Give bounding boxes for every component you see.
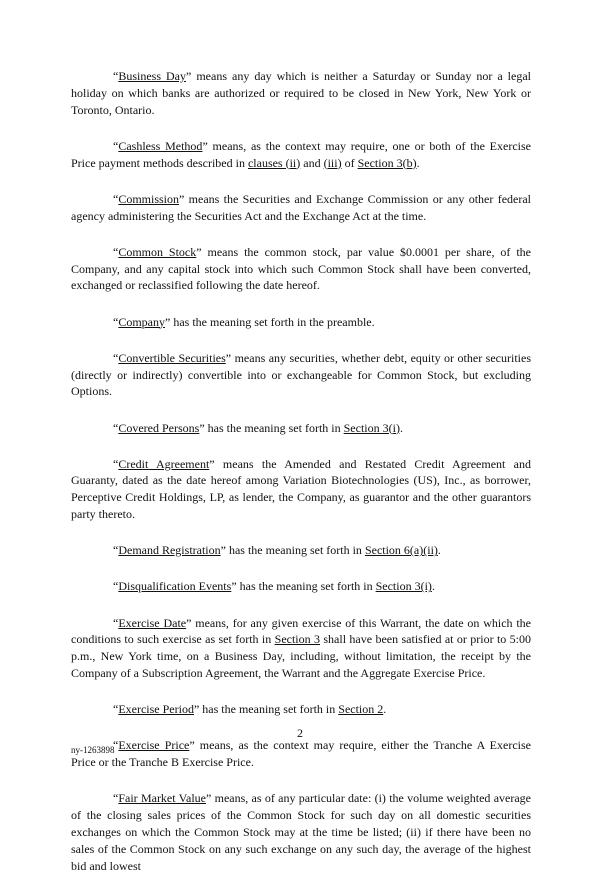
definitions-section (71, 68, 531, 874)
cross-reference-link[interactable]: Section 3(i) (375, 579, 432, 594)
definition-cashless-method: “Cashless Method” means, as the context may require, one or both of the Exercise Price payment methods described in clauses (ii) and (iii) of Section 3(b). (71, 138, 531, 170)
definition-fair-market-value: “Fair Market Value” means, as of any particular date: (i) the volume weighted average of the closing sales prices of the Common Stock for such day on all domestic securities exchanges on which the Common Stock may at the time be listed; (ii) if there have been no sales of the Common Stock on any such exchange on any such day, the average of the highest bid and lowest (71, 791, 531, 873)
defined-term: Exercise Date (118, 615, 187, 630)
document-id: ny-1263898 (71, 745, 115, 755)
defined-term: Credit Agreement (118, 456, 210, 471)
cross-reference-link[interactable]: (iii) (323, 155, 342, 170)
defined-term: Demand Registration (118, 543, 221, 558)
definition-convertible-securities: “Convertible Securities” means any securities, whether debt, equity or other securities (directly or indirectly) convertible into or exchangeable for Common Stock, but excluding Options. (71, 350, 531, 399)
definition-credit-agreement: “Credit Agreement” means the Amended and Restated Credit Agreement and Guaranty, dated as the date hereof among Variation Biotechnologies (US), Inc., as borrower, Perceptive Credit Holdings, LP, as lender, the Company, as guarantor and the other guarantors party thereto. (71, 456, 532, 522)
definition-common-stock: “Common Stock” means the common stock, par value $0.0001 per share, of the Company, and any capital stock into which such Common Stock shall have been converted, exchanged or reclassified following the date hereof. (71, 244, 531, 293)
definition-covered-persons: “Covered Persons” has the meaning set forth in Section 3(i). (113, 420, 403, 435)
defined-term: Cashless Method (118, 138, 203, 153)
definition-company: “Company” has the meaning set forth in the preamble. (113, 314, 375, 329)
defined-term: Fair Market Value (118, 791, 206, 806)
defined-term: Business Day (118, 69, 187, 83)
defined-term: Common Stock (118, 244, 197, 259)
definition-commission: “Commission” means the Securities and Exchange Commission or any other federal agency administering the Securities Act and the Exchange Act at the time. (71, 191, 531, 223)
definition-disqualification-events: “Disqualification Events” has the meaning set forth in Section 3(i). (113, 579, 435, 594)
page-number: 2 (297, 726, 303, 740)
definition-demand-registration: “Demand Registration” has the meaning set forth in Section 6(a)(ii). (113, 543, 441, 558)
definition-exercise-period: “Exercise Period” has the meaning set forth in Section 2. (113, 702, 387, 717)
defined-term: Exercise Price (118, 738, 190, 753)
cross-reference-link[interactable]: Section 3(i) (343, 420, 400, 435)
defined-term: Exercise Period (118, 702, 194, 717)
cross-reference-link[interactable]: Section 2 (338, 702, 384, 717)
cross-reference-link[interactable]: Section 3(b) (357, 155, 417, 170)
definition-business-day: “Business Day” means any day which is neither a Saturday or Sunday nor a legal holiday on which banks are authorized or required to be closed in New York, New York or Toronto, Ontario. (71, 69, 532, 117)
defined-term: Company (118, 314, 165, 329)
definition-exercise-date: “Exercise Date” means, for any given exercise of this Warrant, the date on which the conditions to such exercise as set forth in Section 3 shall have been satisfied at or prior to 5:00 p.m., New York time, on a Business Day, including, without limitation, the receipt by the Company of a Subscription Agreement, the Warrant and the Aggregate Exercise Price. (71, 615, 532, 681)
defined-term: Disqualification Events (118, 579, 232, 594)
cross-reference-link[interactable]: clauses (ii) (247, 155, 301, 170)
defined-term: Commission (118, 191, 180, 206)
defined-term: Convertible Securities (118, 350, 226, 365)
defined-term: Covered Persons (118, 420, 200, 435)
cross-reference-link[interactable]: Section 3 (274, 632, 321, 647)
definition-exercise-price: “Exercise Price” means, as the context may require, either the Tranche A Exercise Price or the Tranche B Exercise Price. (71, 738, 531, 770)
cross-reference-link[interactable]: Section 6(a)(ii) (364, 543, 438, 558)
